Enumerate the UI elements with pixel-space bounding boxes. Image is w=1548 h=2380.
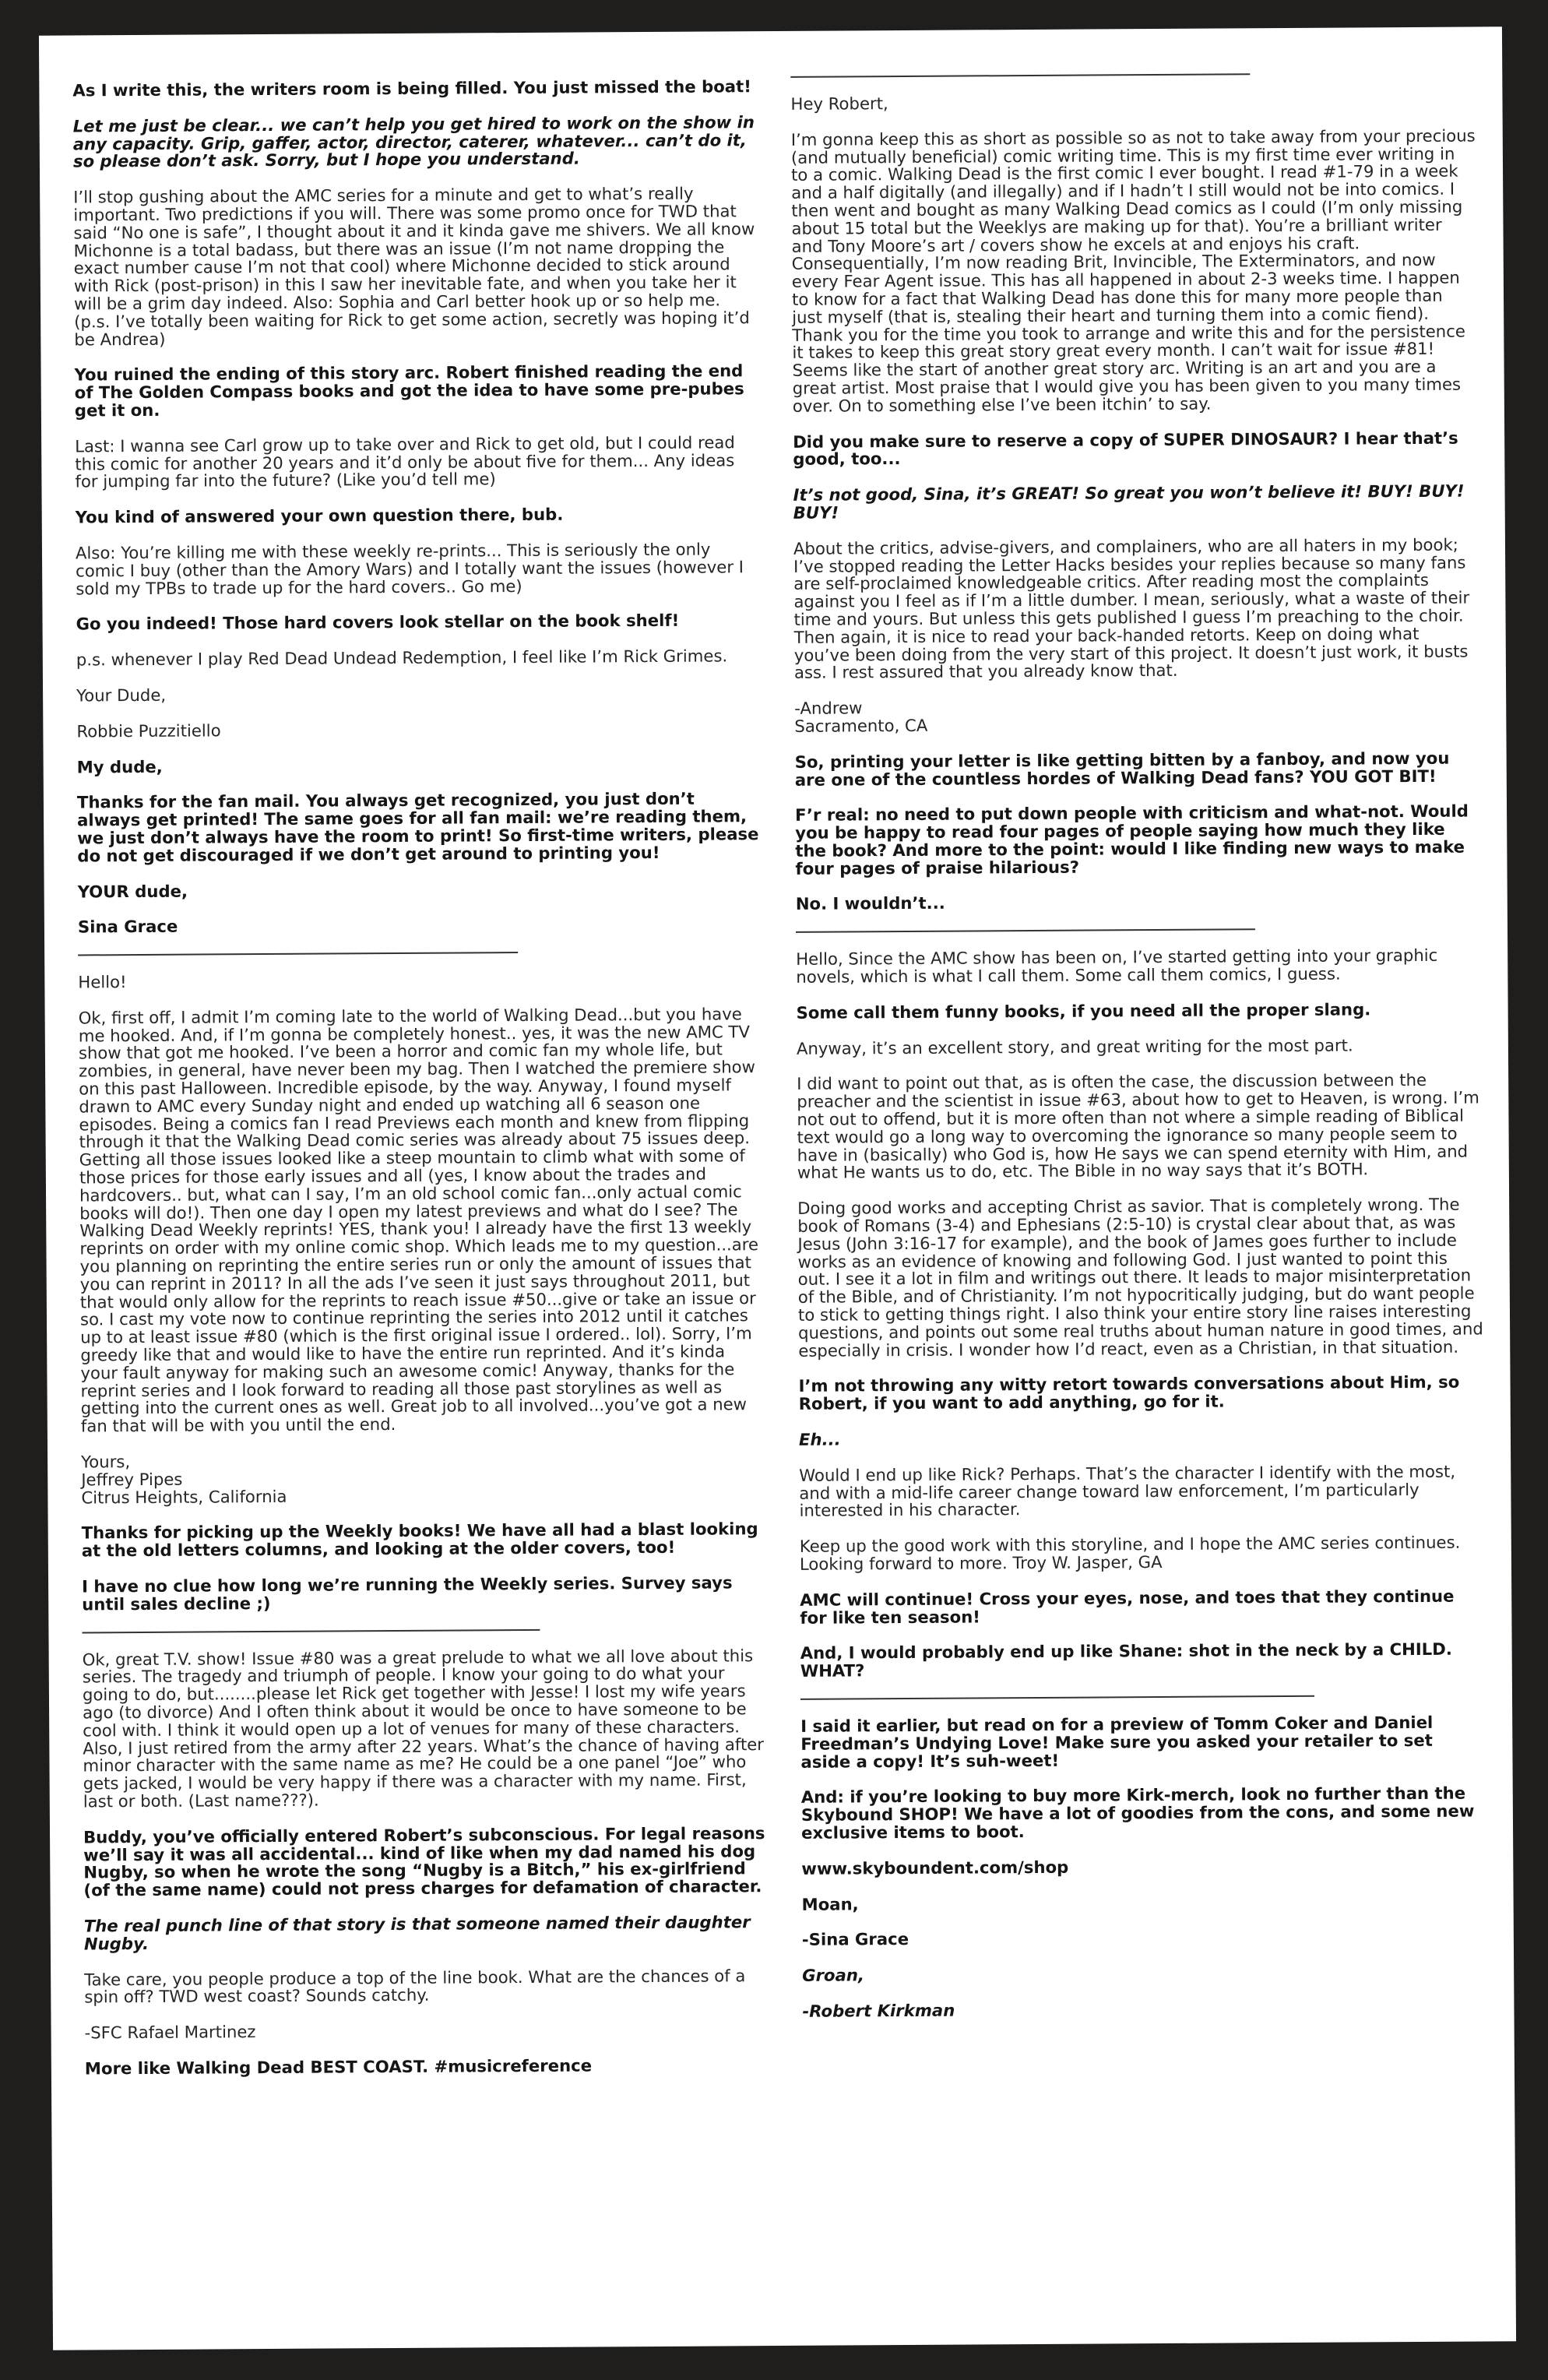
- editor-reply: As I write this, the writers room is being filled. You just missed the boat!: [72, 76, 751, 100]
- editor-reply: F’r real: no need to put down people with criticism and what-not. Would you be happy to read four pages of people saying how much they like the book? And more to the point: would I like finding new ways to make four pages of praise hilarious?: [794, 801, 1469, 878]
- letter-paragraph: I did want to point out that, as is often the case, the discussion between the preacher and the scientist in issue #63, about how to get to Heaven, is wrong. I’m not out to offend, but it is more often than not where a simple reading of Biblical text would go a long way to overcoming the ignorance so many people seem to have in (basically) who God is, how He says we can spend eternity with Him, and what He wants us to do, etc. The Bible in no way says that it’s BOTH.: [797, 1070, 1479, 1183]
- editor-reply: Let me just be clear... we can’t help you get hired to work on the show in any capacity. Grip, gaffer, actor, director, caterer, whatever... can’t do it, so please don’t ask. Sorry, but I hope you understand.: [72, 111, 755, 171]
- divider-rule: [790, 73, 1250, 78]
- letter-paragraph: I’m gonna keep this as short as possible so as not to take away from your precious (and mutually beneficial) comic writing time. This is my first time ever writing in to a comic. Walking Dead is the first comic I ever bought. I read #1-79 in a week and a half digitally (and illegally) and if I hadn’t I still would not be into comics. I then went and bought as many Walking Dead comics as I could (I’m only missing about 15 total but the Weeklys are making up for that). You’re a brilliant writer and Tony Moore’s art / covers show he excels at and enjoys his craft. Consequentially, I’m now reading Brit, Invincible, The Exterminators, and now every Fear Agent issue. This has all happened in about 2-3 weeks time. I happen to know for a fact that Walking Dead has done this for many more people than just myself (that is, stealing their heart and turning them into a comic fiend). Thank you for the time you took to arrange and write this and for the persistence it takes to keep this great story great every month. I can’t wait for issue #81! Seems like the start of another great story arc. Writing is an art and you are a great artist. Most praise that I would give you has been given to you many times over. On to something else I’ve been itchin’ to say.: [790, 125, 1476, 416]
- letter-paragraph: Ok, first off, I admit I’m coming late to the world of Walking Dead...but you have me hooked. And, if I’m gonna be completely honest.. yes, it was the new AMC TV show that got me hooked. I’ve been a horror and comic fan my whole life, but zombies, in general, have never been my bag. Then I watched the premiere show on this past Halloween. Incredible episode, by the way. Anyway, I found myself drawn to AMC every Sunday night and ended up watching all 6 season one episodes. Being a comics fan I read Previews each month and knew from flipping through it that the Walking Dead comic series was already about 75 issues deep. Getting all those issues looked like a steep mountain to climb what with some of those prices for those early issues and all (yes, I know about the trades and hardcovers.. but, what can I say, I’m an old school comic fan...only actual comic books will do!). Then one day I open my latest previews and what do I see? The Walking Dead Weekly reprints! YES, thank you! I already have the first 13 weekly reprints on order with my online comic shop. Which leads me to my question...are you planning on reprinting the entire series run or only the amount of issues that you can reprint in 2011? In all the ads I’ve seen it just says throughout 2011, but that would only allow for the reprints to reach issue #50...give or take an issue or so. I cast my vote now to continue reprinting the series into 2012 until it catches up to at least issue #80 (which is the first original issue I ordered.. lol). Sorry, I’m greedy like that and would like to have the entire run reprinted. And it’s kinda your fault anyway for making such an awesome comic! Anyway, thanks for the reprint series and I look forward to reading all those past storylines as well as getting into the current ones as well. Great job to all involved...you’ve got a new fan that will be with you until the end.: [78, 1004, 759, 1436]
- letter-paragraph: Doing good works and accepting Christ as savior. That is completely wrong. The book of Romans (3-4) and Ephesians (2:5-10) is crystal clear about that, as was Jesus (John 3:16-17 for example), and the book of James goes further to include works as an evidence of knowing and following God. I just wanted to point this out. I see it a lot in film and writings out there. It leads to major misinterpretation of the Bible, and of Christianity. I’m not hypocritically judging, but do want people to stick to getting things right. I also think your entire story line raises interesting questions, and points out some real truths about human nature in good times, and especially in crisis. I wonder how I’d react, even as a Christian, in that situation.: [797, 1194, 1483, 1361]
- divider-rule: [78, 952, 518, 956]
- editor-reply: Buddy, you’ve officially entered Robert’s subconscious. For legal reasons we’ll say it was all accidental... kind of like when my dad named his dog Nugby, so when he wrote the song “Nugby is a Bitch,” his ex-girlfriend (of the same name) could not press charges for defamation of character.: [83, 1822, 765, 1900]
- letter-paragraph: Hey Robert,: [790, 93, 888, 114]
- editor-reply: It’s not good, Sina, it’s GREAT! So great you won’t believe it! BUY! BUY! BUY!: [793, 481, 1465, 523]
- editor-reply: I said it earlier, but read on for a preview of Tomm Coker and Daniel Freedman’s Undying Love! Make sure you asked your retailer to set aside a copy! It’s suh-weet!: [800, 1712, 1434, 1772]
- editor-reply: I have no clue how long we’re running the Weekly series. Survey says until sales decline ;): [82, 1572, 733, 1614]
- letter-paragraph: Your Dude,: [76, 685, 167, 706]
- editor-reply: Go you indeed! Those hard covers look stellar on the book shelf!: [76, 611, 680, 634]
- editor-reply: -Robert Kirkman: [802, 2000, 955, 2021]
- editor-reply: www.skyboundent.com/shop: [801, 1857, 1069, 1878]
- editor-reply: Sina Grace: [77, 916, 178, 937]
- divider-rule: [796, 929, 1255, 934]
- letter-paragraph: Also: You’re killing me with these weekly re-prints... This is seriously the only comic I buy (other than the Amory Wars) and I totally want the issues (however I sold my TPBs to trade up for the hard covers.. Go me): [75, 539, 744, 599]
- divider-rule: [800, 1695, 1314, 1700]
- editor-reply: Some call them funny books, if you need all the proper slang.: [796, 999, 1371, 1023]
- left-column: [72, 78, 770, 2096]
- letter-paragraph: Hello!: [78, 972, 127, 992]
- letter-paragraph: Keep up the good work with this storyline, and I hope the AMC series continues. Looking forward to more. Troy W. Jasper, GA: [799, 1532, 1461, 1574]
- letter-paragraph: Anyway, it’s an excellent story, and great writing for the most part.: [796, 1035, 1353, 1058]
- letter-paragraph: Would I end up like Rick? Perhaps. That’s the character I identify with the most, and with a mid-life career change toward law enforcement, I’m particularly interested in his character.: [799, 1461, 1456, 1521]
- editor-reply: And, I would probably end up like Shane: shot in the neck by a CHILD. WHAT?: [800, 1639, 1452, 1681]
- letter-paragraph: Last: I wanna see Carl grow up to take over and Rick to get old, but I could read this comic for another 20 years and it’d only be about five for them... Any ideas for jumping far into the future? (Like you’d tell me): [75, 432, 735, 491]
- letter-paragraph: Hello, Since the AMC show has been on, I’ve started getting into your graphic novels, which is what I call them. Some call them comics, I guess.: [796, 945, 1438, 987]
- letter-paragraph: Ok, great T.V. show! Issue #80 was a great prelude to what we all love about this series. The tragedy and triumph of people. I know your going to do what your going to do, but........please let Rick get together with Jesse! I lost my wife years ago (to divorce) And I often think about it would be once to have someone to be cool with. I think it would open up a lot of venues for many of these characters. Also, I just retired from the army after 22 years. What’s the chance of having after minor character with the same name as me? He could be a one panel “Joe” who gets jacked, I would be very happy if there was a character with my name. First, last or both. (Last name???).: [82, 1645, 765, 1811]
- editor-reply: -Sina Grace: [801, 1929, 909, 1950]
- editor-reply: You ruined the ending of this story arc. Robert finished reading the end of The Golden Compass books and got the idea to have some pre-pubes get it on.: [74, 361, 744, 421]
- divider-rule: [82, 1628, 540, 1633]
- letter-paragraph: Take care, you people produce a top of the line book. What are the chances of a spin off? TWD west coast? Sounds catchy.: [84, 1965, 746, 2007]
- letter-paragraph: Yours, Jeffrey Pipes Citrus Heights, California: [81, 1452, 287, 1508]
- editor-reply: No. I wouldn’t...: [795, 893, 945, 914]
- editor-reply: Groan,: [802, 1965, 865, 1985]
- document-page: [39, 26, 1516, 2350]
- editor-reply: You kind of answered your own question there, bub.: [75, 504, 564, 527]
- editor-reply: More like Walking Dead BEST COAST. #musicreference: [84, 2055, 593, 2079]
- editor-reply: YOUR dude,: [77, 881, 188, 901]
- editor-reply: Moan,: [801, 1893, 859, 1914]
- editor-reply: And: if you’re looking to buy more Kirk-merch, look no further than the Skybound SHOP! We have a lot of goodies from the cons, and some new exclusive items to boot.: [800, 1783, 1475, 1843]
- editor-reply: My dude,: [76, 756, 163, 777]
- editor-reply: The real punch line of that story is that someone named their daughter Nugby.: [83, 1912, 751, 1954]
- letter-paragraph: p.s. whenever I play Red Dead Undead Redemption, I feel like I’m Rick Grimes.: [76, 646, 728, 670]
- letter-paragraph: -SFC Rafael Martinez: [84, 2022, 256, 2043]
- letter-paragraph: About the critics, advise-givers, and complainers, who are all haters in my book; I’ve stopped reading the Letter Hacks besides your replies because so many fans are self-proclaimed knowledgeable critics. After reading most the complaints against you I feel as if I’m a little dumber. I mean, seriously, what a waste of their time and yours. But unless this gets published I guess I’m preaching to the choir. Then again, it is nice to read your back-handed retorts. Keep on doing what you’ve been doing from the very start of this project. It doesn’t just work, it busts ass. I rest assured that you already know that.: [793, 534, 1470, 683]
- editor-reply: I’m not throwing any witty retort towards conversations about Him, so Robert, if you want to add anything, go for it.: [798, 1372, 1460, 1414]
- editor-reply: Thanks for the fan mail. You always get recognized, you just don’t always get printed! The same goes for all fan mail: we’re reading them, we just don’t always have the room to print! So first-time writers, please do not get discouraged if we don’t get around to printing you!: [76, 788, 759, 866]
- letter-paragraph: I’ll stop gushing about the AMC series for a minute and get to what’s really important. Two predictions if you will. There was some promo once for TWD that said “No one is safe”, I thought about it and it kinda gave me shivers. We all know Michonne is a total badass, but there was an issue (I’m not name dropping the exact number cause I’m not that cool) where Michonne decided to stick around with Rick (post-prison) in this I saw her inevitable fate, and when you take her it will be a grim day indeed. Also: Sophia and Carl better hook up or so help me. (p.s. I’ve totally been waiting for Rick to get some action, secretly was hoping it’d be Andrea): [73, 183, 755, 350]
- editor-reply: AMC will continue! Cross your eyes, nose, and toes that they continue for like ten season!: [800, 1586, 1455, 1628]
- letter-paragraph: Robbie Puzzitiello: [76, 720, 221, 741]
- editor-reply: So, printing your letter is like getting bitten by a fanboy, and now you are one of the countless hordes of Walking Dead fans? YOU GOT BIT!: [794, 748, 1450, 790]
- right-column: [790, 72, 1487, 2038]
- editor-reply: Did you make sure to reserve a copy of SUPER DINOSAUR? I hear that’s good, too...: [793, 428, 1458, 470]
- editor-reply: Eh...: [798, 1429, 841, 1449]
- letter-paragraph: -Andrew Sacramento, CA: [794, 698, 928, 736]
- editor-reply: Thanks for picking up the Weekly books! We have all had a blast looking at the old letters columns, and looking at the older covers, too!: [81, 1519, 758, 1561]
